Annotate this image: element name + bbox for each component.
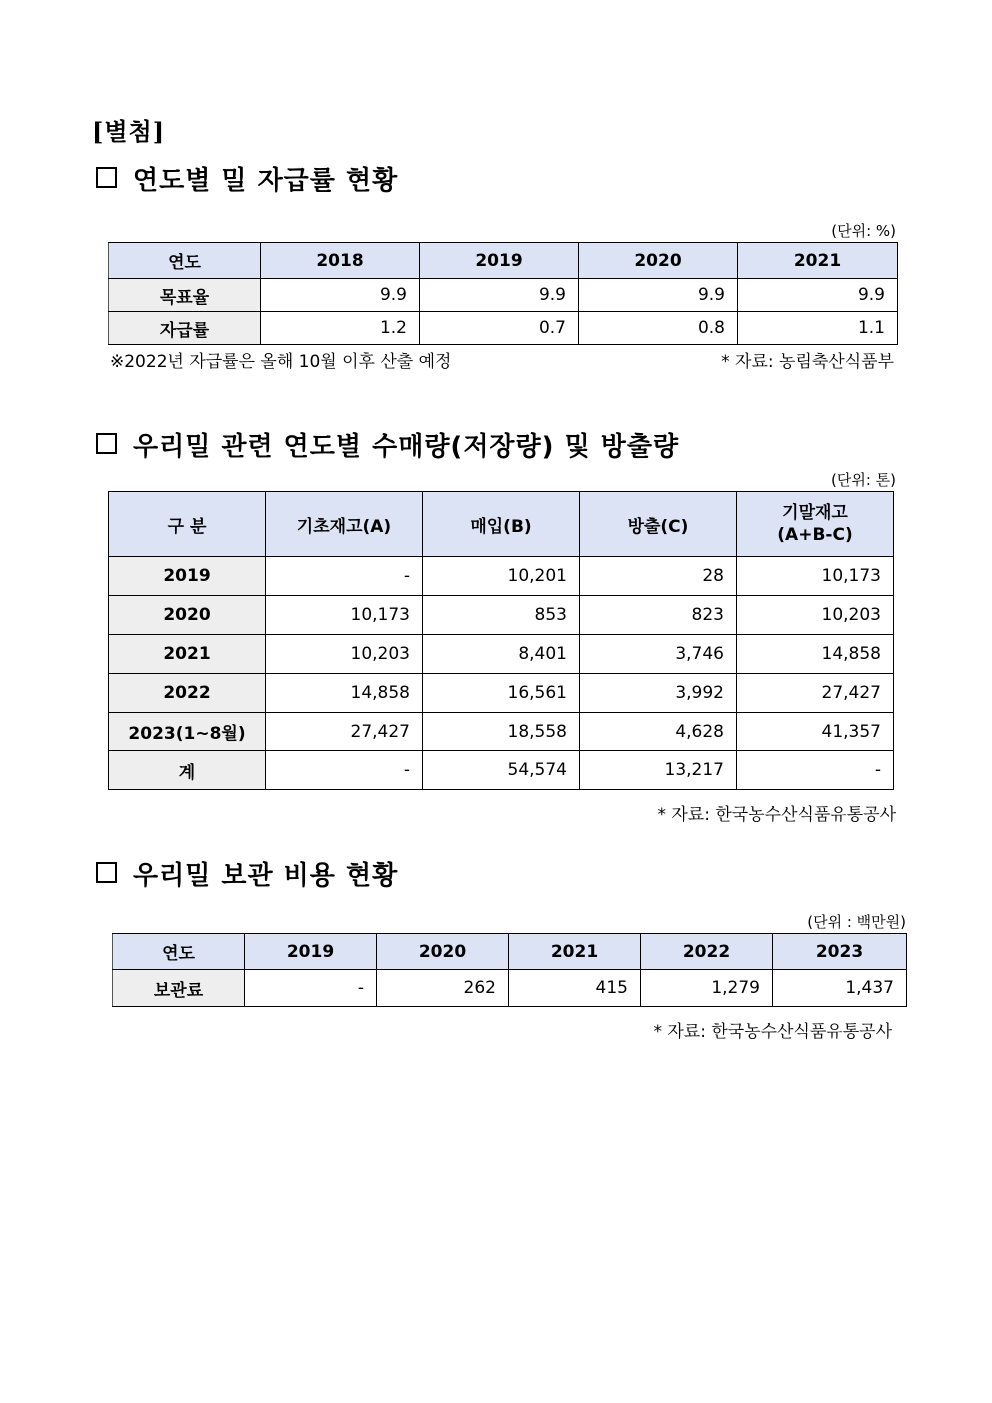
row-label: 계 [109, 751, 266, 790]
attachment-label: [별첨] [92, 117, 166, 146]
header-cell: 연도 [109, 243, 261, 279]
table-cell: 853 [423, 596, 580, 635]
table-cell: 262 [377, 970, 509, 1007]
table-cell: 1,437 [773, 970, 907, 1007]
section1-unit: (단위: %) [831, 222, 896, 240]
section1-title: 연도별 밀 자급률 현황 [133, 166, 399, 196]
checkbox-square-icon [96, 167, 117, 188]
header-cell: 연도 [113, 934, 245, 970]
row-label: 2022 [109, 674, 266, 713]
table-cell: - [245, 970, 377, 1007]
table-cell: 27,427 [266, 713, 423, 751]
section2-source: * 자료: 한국농수산식품유통공사 [657, 805, 896, 825]
row-label: 자급률 [109, 312, 261, 345]
table-cell: 28 [580, 557, 737, 596]
table-row [109, 674, 894, 713]
table-cell: 3,746 [580, 635, 737, 674]
table-header-row [113, 934, 907, 970]
table-cell: 9.9 [579, 279, 738, 312]
header-cell: 2020 [377, 934, 509, 970]
row-label: 2023(1~8월) [109, 713, 266, 751]
table-cell: 16,561 [423, 674, 580, 713]
header-cell: 2019 [420, 243, 579, 279]
checkbox-square-icon [96, 433, 117, 454]
self-sufficiency-table [108, 242, 898, 345]
table-cell: 8,401 [423, 635, 580, 674]
table-row [109, 312, 898, 345]
table-cell: 10,173 [266, 596, 423, 635]
table-row [109, 596, 894, 635]
table-row [113, 970, 907, 1007]
section3-unit: (단위 : 백만원) [807, 913, 906, 931]
header-line: 기말재고 [782, 503, 848, 523]
section3-heading [96, 855, 398, 892]
storage-cost-table [112, 933, 907, 1007]
table-row [109, 279, 898, 312]
table-cell: - [266, 557, 423, 596]
table-row [109, 635, 894, 674]
table-cell: 9.9 [420, 279, 579, 312]
table-cell: 823 [580, 596, 737, 635]
table-header-row [109, 492, 894, 557]
section2-unit: (단위: 톤) [831, 471, 896, 489]
header-cell [737, 492, 894, 557]
section2-heading [96, 426, 679, 463]
header-cell: 2022 [641, 934, 773, 970]
table-row [109, 557, 894, 596]
table-cell: - [266, 751, 423, 790]
table-row [109, 713, 894, 751]
row-label: 보관료 [113, 970, 245, 1007]
table-cell: 27,427 [737, 674, 894, 713]
section1-heading [96, 160, 398, 197]
table-cell: 1,279 [641, 970, 773, 1007]
table-row [109, 751, 894, 790]
table-cell: 13,217 [580, 751, 737, 790]
table-cell: 10,173 [737, 557, 894, 596]
table-header-row [109, 243, 898, 279]
table-cell: 1.1 [738, 312, 898, 345]
table-cell: 9.9 [261, 279, 420, 312]
section2-title: 우리밀 관련 연도별 수매량(저장량) 및 방출량 [133, 432, 680, 462]
table-cell: 10,203 [266, 635, 423, 674]
header-cell: 방출(C) [580, 492, 737, 557]
table-cell: 4,628 [580, 713, 737, 751]
row-label: 2019 [109, 557, 266, 596]
row-label: 목표율 [109, 279, 261, 312]
header-cell: 2023 [773, 934, 907, 970]
header-cell: 2021 [738, 243, 898, 279]
header-cell: 2018 [261, 243, 420, 279]
header-cell: 2020 [579, 243, 738, 279]
table-cell: 0.7 [420, 312, 579, 345]
table-cell: 18,558 [423, 713, 580, 751]
section1-note: ※2022년 자급률은 올해 10월 이후 산출 예정 [110, 352, 452, 372]
table-cell: 9.9 [738, 279, 898, 312]
table-cell: 54,574 [423, 751, 580, 790]
checkbox-square-icon [96, 862, 117, 883]
header-cell: 기초재고(A) [266, 492, 423, 557]
row-label: 2020 [109, 596, 266, 635]
table-cell: 3,992 [580, 674, 737, 713]
table-cell: - [737, 751, 894, 790]
table-cell: 0.8 [579, 312, 738, 345]
section1-source: * 자료: 농림축산식품부 [721, 352, 894, 372]
table-cell: 14,858 [266, 674, 423, 713]
header-cell: 2021 [509, 934, 641, 970]
header-line: (A+B-C) [777, 525, 853, 545]
header-cell: 2019 [245, 934, 377, 970]
row-label: 2021 [109, 635, 266, 674]
table-cell: 14,858 [737, 635, 894, 674]
section3-source: * 자료: 한국농수산식품유통공사 [653, 1022, 892, 1042]
table-cell: 41,357 [737, 713, 894, 751]
table-cell: 10,203 [737, 596, 894, 635]
header-cell: 구 분 [109, 492, 266, 557]
header-cell: 매입(B) [423, 492, 580, 557]
purchase-release-table [108, 491, 894, 790]
section3-title: 우리밀 보관 비용 현황 [133, 861, 399, 891]
table-cell: 1.2 [261, 312, 420, 345]
table-cell: 10,201 [423, 557, 580, 596]
table-cell: 415 [509, 970, 641, 1007]
